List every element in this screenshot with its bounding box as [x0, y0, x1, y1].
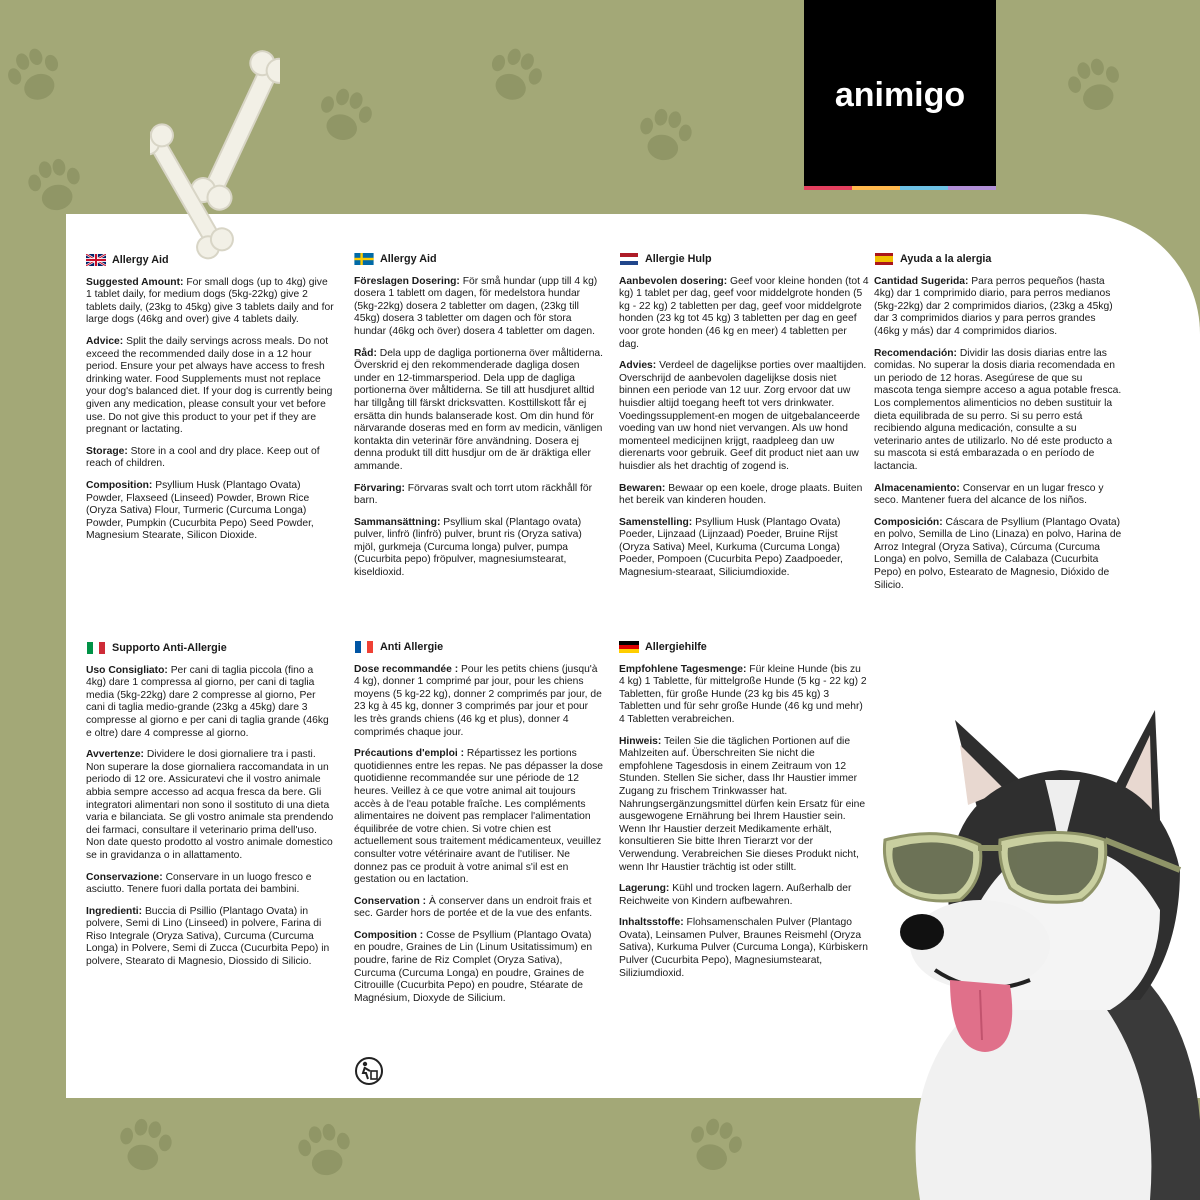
composition-label: Ingredienti: [86, 905, 143, 917]
advice-label: Avvertenze: [86, 749, 144, 761]
section-title: Allergie Hulp [645, 253, 712, 265]
dosage-paragraph [354, 276, 604, 339]
composition-label: Inhaltsstoffe: [619, 917, 684, 929]
advice-label: Recomendación: [874, 347, 957, 359]
paw-print-icon [672, 1102, 758, 1188]
flag-sweden-icon [354, 253, 374, 265]
advice-paragraph [86, 749, 336, 862]
dosage-label: Suggested Amount: [86, 276, 184, 288]
section-fr [354, 641, 604, 1014]
section-sv [354, 253, 604, 589]
advice-text: Dela upp de dagliga portionerna över måltiderna. Överskrid ej den rekommenderade dagliga dosen under en 12-timmarsperiod. Dela upp de dagliga portionerna över måltiderna. Se till att husdjuret alltid har tillgång till färskt dricksvatten. Kosttillskott får ej ersätta din hunds balanserade kost. Om din hund för närvarande doseras med en form av medicin, vänligen kontakta din veterinär före användning. Dosera ej denna produkt till ditt husdjur om de är dräktiga eller ammande. [354, 347, 604, 472]
dosage-label: Aanbevolen dosering: [619, 275, 728, 287]
storage-paragraph [619, 483, 869, 508]
section-header [86, 254, 336, 267]
storage-text: Bewaar op een koele, droge plaats. Buiten het bereik van kinderen houden. [619, 482, 863, 507]
advice-label: Advice: [86, 335, 124, 347]
paw-print-icon [470, 30, 560, 120]
advice-text: Dividere le dosi giornaliere tra i pasti. Non superare la dose giornaliera raccomandata in un periodo di 12 ore. Assicuratevi che il vostro animale abbia sempre accesso ad acqua fresca da bere. Gli integratori alimentari non sono il sostituto di una dieta varia e bilanciata. Se gli vostro animale sta prendendo dei farmaci, consultare il veterinario prima dell'uso. Non date questo prodotto al vostro animale domestico se in gravidanza o in allattamento. [86, 749, 334, 861]
storage-label: Conservation : [354, 895, 427, 907]
advice-paragraph [874, 348, 1124, 474]
storage-paragraph [86, 446, 336, 471]
composition-text: Buccia di Psillio (Plantago Ovata) in polvere, Semi di Lino (Linseed) in polvere, Farina di Riso Integrale (Oryza Sativa), Curcuma (Curcuma Longa) in Polvere, Semi di Zucca (Cucurbita Pepo) in polvere, Stearato di Magnesio, Diossido di Silicio. [86, 905, 330, 968]
composition-paragraph [874, 517, 1124, 593]
composition-label: Samenstelling: [619, 516, 693, 528]
section-header [874, 253, 1124, 266]
dosage-text: For small dogs (up to 4kg) give 1 tablet daily, for medium dogs (5kg-22kg) give 2 tablets daily, (23kg to 45kg) give 3 tablets daily and for large dogs (46kg and over) give 4 tablets daily. [86, 276, 334, 326]
section-it [86, 642, 336, 978]
paw-print-icon [1052, 42, 1138, 128]
composition-text: Cosse de Psyllium (Plantago Ovata) en poudre, Graines de Lin (Linum Usitatissimum) en poudre, farine de Riz Complet (Oryza Sativa), Curcuma (Curcuma Longa) en poudre, Graines de Citrouille (Cucurbita Pepo) en poudre, Stéarate de Magnésium, Dioxyde de Silicium. [354, 929, 593, 1004]
husky-dog-image [860, 700, 1200, 1200]
storage-label: Förvaring: [354, 482, 405, 494]
composition-label: Composition : [354, 929, 424, 941]
dosage-text: Para perros pequeños (hasta 4kg) dar 1 comprimido diario, para perros medianos (5kg-22kg) dar 2 comprimidos diarios, (23kg a 45kg) dar 3 comprimidos diarios y para perros grandes (46kg y más) dar 4 comprimidos diarios. [874, 275, 1113, 337]
composition-text: Cáscara de Psyllium (Plantago Ovata) en polvo, Semilla de Lino (Linaza) en polvo, Harina de Arroz Integral (Oryza Sativa), Cúrcuma (Curcuma Longa) en polvo, Semilla de Calabaza (Cucurbita Pepo) en polvo, Estearato de Magnesio, Dióxido de Silicio. [874, 516, 1122, 591]
brand-logo [804, 0, 996, 190]
section-es [874, 253, 1124, 601]
advice-label: Råd: [354, 347, 377, 359]
dosage-paragraph [619, 664, 869, 727]
section-header [619, 641, 869, 654]
section-title: Ayuda a la alergia [900, 253, 992, 265]
section-header [619, 253, 869, 266]
section-title: Allergy Aid [380, 253, 437, 265]
advice-text: Teilen Sie die täglichen Portionen auf die Mahlzeiten auf. Überschreiten Sie nicht die empfohlene Tagesdosis in einem Zeitraum von 12 Stunden. Stellen Sie sicher, dass Ihr Haustier immer Zugang zu frischem Trinkwasser hat. Nahrungsergänzungsmittel dürfen kein Ersatz für eine ausgewogene Ernährung bei Ihrem Haustier sein. Wenn Ihr Haustier derzeit Medikamente erhält, konsultieren Sie bitte Ihren Tierarzt vor der Verwendung. Verabreichen Sie dieses Produkt nicht, wenn Ihr Haustier trächtig ist oder stillt. [619, 735, 866, 873]
flag-france-icon [354, 641, 374, 653]
section-title: Anti Allergie [380, 641, 444, 653]
composition-paragraph [354, 930, 604, 1006]
advice-paragraph [354, 348, 604, 474]
storage-label: Lagerung: [619, 883, 670, 895]
paw-print-icon [624, 94, 705, 175]
section-title: Allergiehilfe [645, 641, 707, 653]
storage-text: Store in a cool and dry place. Keep out of reach of children. [86, 445, 320, 470]
storage-paragraph [874, 483, 1124, 508]
dosage-paragraph [874, 276, 1124, 339]
dosage-text: För små hundar (upp till 4 kg) dosera 1 tablett om dagen, för medelstora hundar (5kg-22kg) dosera 2 tabletter om dagen, (23kg till 45kg) dosera 3 tabletter om dagen och för stora hundar (46kg och över) dosera 4 tabletter om dagen. [354, 275, 598, 337]
composition-label: Composition: [86, 479, 153, 491]
section-de [619, 641, 869, 989]
dosage-text: Pour les petits chiens (jusqu'à 4 kg), donner 1 comprimé par jour, pour les chiens moyens (5 kg-22 kg), donner 2 comprimés par jour, de 23 kg à 45 kg, donner 3 comprimés par jour et pour les très grands chiens (46 kg et plus), donner 4 comprimés chaque jour. [354, 663, 602, 738]
section-en [86, 254, 336, 552]
section-nl [619, 253, 869, 589]
storage-paragraph [86, 872, 336, 897]
flag-netherlands-icon [619, 253, 639, 265]
section-header [354, 641, 604, 654]
advice-text: Verdeel de dagelijkse porties over maaltijden. Overschrijd de aanbevolen dagelijkse dosis niet binnen een periode van 12 uur. Zorg ervoor dat uw huisdier altijd toegang heeft tot vers drinkwater. Voedingssupplement-en mogen de uitgebalanceerde voeding van uw hond niet vervangen. Als uw hond momenteel medicijnen krijgt, raadpleeg dan uw dierenarts voor gebruik. Geef dit product niet aan uw huisdier als het drachtig of zogend is. [619, 360, 867, 472]
bone-icon [150, 40, 280, 260]
dosage-label: Cantidad Sugerida: [874, 275, 969, 287]
dosage-label: Föreslagen Dosering: [354, 275, 460, 287]
section-header [86, 642, 336, 655]
storage-text: Conservar en un lugar fresco y seco. Mantener fuera del alcance de los niños. [874, 482, 1104, 507]
storage-label: Bewaren: [619, 482, 666, 494]
storage-text: Kühl und trocken lagern. Außerhalb der Reichweite von Kindern aufbewahren. [619, 883, 852, 907]
storage-label: Storage: [86, 445, 128, 457]
dosage-label: Uso Consigliato: [86, 664, 168, 676]
advice-text: Split the daily servings across meals. Do not exceed the recommended daily dose in a 12 hour period. Ensure your pet always have access to fresh drinking water. Food Supplements must not replace your dog's balanced diet. If your dog is currently being given any medication, please consult your vet before use. Do not give this product to your pet if they are pregnant or lactating. [86, 335, 333, 436]
storage-paragraph [354, 483, 604, 508]
storage-text: À conserver dans un endroit frais et sec. Garder hors de portée et de la vue des enfants. [354, 895, 593, 920]
paw-print-icon [284, 1109, 365, 1190]
composition-paragraph [354, 517, 604, 580]
dosage-paragraph [619, 276, 869, 352]
advice-paragraph [619, 736, 869, 875]
composition-text: Flohsamenschalen Pulver (Plantago Ovata), Leinsamen Pulver, Braunes Reismehl (Oryza Sativa), Kurkuma Pulver (Curcuma Longa), Kürbiskern Pulver (Cucurbita Pepo), Magnesiumstearat, Siliziumdioxid. [619, 917, 868, 979]
paw-print-icon [104, 1104, 185, 1185]
dosage-label: Dose recommandée : [354, 663, 459, 675]
composition-text: Psyllium Husk (Plantago Ovata) Poeder, Lijnzaad (Lijnzaad) Poeder, Bruine Rijst (Oryza Sativa) Meel, Kurkuma (Curcuma Longa) Poeder, Pompoen (Cucurbita Pepo) Zaadpoeder, Magnesium-stearaat, Siliciumdioxide. [619, 516, 843, 579]
dosage-paragraph [86, 277, 336, 327]
dosage-label: Empfohlene Tagesmenge: [619, 663, 747, 675]
composition-text: Psyllium Husk (Plantago Ovata) Powder, Flaxseed (Linseed) Powder, Brown Rice (Oryza Sativa) Flour, Turmeric (Curcuma Longa) Powder, Pumpkin (Cucurbita Pepo) Seed Powder, Magnesium Stearate, Silicon Dioxide. [86, 479, 314, 542]
flag-germany-icon [619, 641, 639, 653]
advice-paragraph [354, 748, 604, 887]
dosage-text: Für kleine Hunde (bis zu 4 kg) 1 Tablette, für mittelgroße Hunde (5 kg - 22 kg) 2 Tabletten, für große Hunde (23 kg bis 45 kg) 3 Tabletten und für sehr große Hunde (46 kg und mehr) 4 Tabletten verabreichen. [619, 663, 867, 725]
storage-label: Almacenamiento: [874, 482, 960, 494]
composition-paragraph [619, 517, 869, 580]
composition-paragraph [86, 906, 336, 969]
flag-uk-icon [86, 254, 106, 266]
logo-color-strip [804, 186, 996, 190]
section-title: Allergy Aid [112, 254, 169, 266]
advice-label: Précautions d'emploi : [354, 748, 465, 760]
logo-text: animigo [834, 75, 966, 114]
section-title: Supporto Anti-Allergie [112, 642, 227, 654]
storage-paragraph [354, 896, 604, 921]
composition-label: Sammansättning: [354, 516, 441, 528]
advice-text: Dividir las dosis diarias entre las comidas. No superar la dosis diaria recomendada en un periodo de 12 horas. Asegúrese de que su mascota tenga siempre acceso a agua potable fresca. Los complementos alimenticios no deben sustituir la dieta equilibrada de su perro. Si su perro está recibiendo alguna medicación, consulte a su veterinario antes de utilizarlo. No dé este producto a su mascota si está embarazada o en período de lactancia. [874, 347, 1122, 472]
advice-text: Répartissez les portions quotidiennes entre les repas. Ne pas dépasser la dose quotidienne recommandée sur une période de 12 heures. Veillez à ce que votre animal ait toujours accès à de l'eau potable fraîche. Les compléments alimentaires ne doivent pas remplacer l'alimentation équilibrée de votre chien. Si votre chien est actuellement sous traitement médicamenteux, veuillez consulter votre vétérinaire avant de l'utiliser. Ne donnez pas ce produit à votre animal s'il est en gestation ou en lactation. [354, 748, 604, 886]
section-header [354, 253, 604, 266]
advice-paragraph [619, 360, 869, 473]
paw-print-icon [302, 72, 388, 158]
dosage-text: Per cani di taglia piccola (fino a 4kg) dare 1 compressa al giorno, per cani di taglia media (5kg-22kg) dare 2 compresse al giorno, Per cani di taglia medio-grande (23kg a 45kg) dare 3 compresse al giorno e per cani di taglia grande (46kg e oltre) dare 4 compresse al giorno. [86, 664, 329, 739]
composition-text: Psyllium skal (Plantago ovata) pulver, linfrö (linfrö) pulver, brunt ris (Oryza sativa) mjöl, gurkmeja (Curcuma longa) pulver, pumpa (Cucurbita pepo) fröpulver, magnesiumstearat, kiseldioxid. [354, 516, 582, 579]
storage-paragraph [619, 883, 869, 908]
dosage-text: Geef voor kleine honden (tot 4 kg) 1 tablet per dag, geef voor middelgrote honden (5 kg - 22 kg) 2 tabletten per dag, geef voor middelgrote honden (23 kg tot 45 kg) 3 tabletten per dag en geef voor grote honden (46 kg en meer) 4 tabletten per dag. [619, 275, 869, 350]
composition-paragraph [86, 480, 336, 543]
dosage-paragraph [354, 664, 604, 740]
advice-label: Advies: [619, 360, 657, 372]
composition-label: Composición: [874, 516, 943, 528]
composition-paragraph [619, 917, 869, 980]
flag-italy-icon [86, 642, 106, 654]
storage-label: Conservazione: [86, 871, 163, 883]
paw-print-icon [0, 30, 80, 120]
storage-text: Förvaras svalt och torrt utom räckhåll för barn. [354, 482, 593, 507]
recycle-dispose-icon [354, 1056, 384, 1086]
advice-paragraph [86, 336, 336, 437]
flag-spain-icon [874, 253, 894, 265]
storage-text: Conservare in un luogo fresco e asciutto. Tenere fuori dalla portata dei bambini. [86, 871, 312, 896]
advice-label: Hinweis: [619, 735, 662, 747]
dosage-paragraph [86, 665, 336, 741]
